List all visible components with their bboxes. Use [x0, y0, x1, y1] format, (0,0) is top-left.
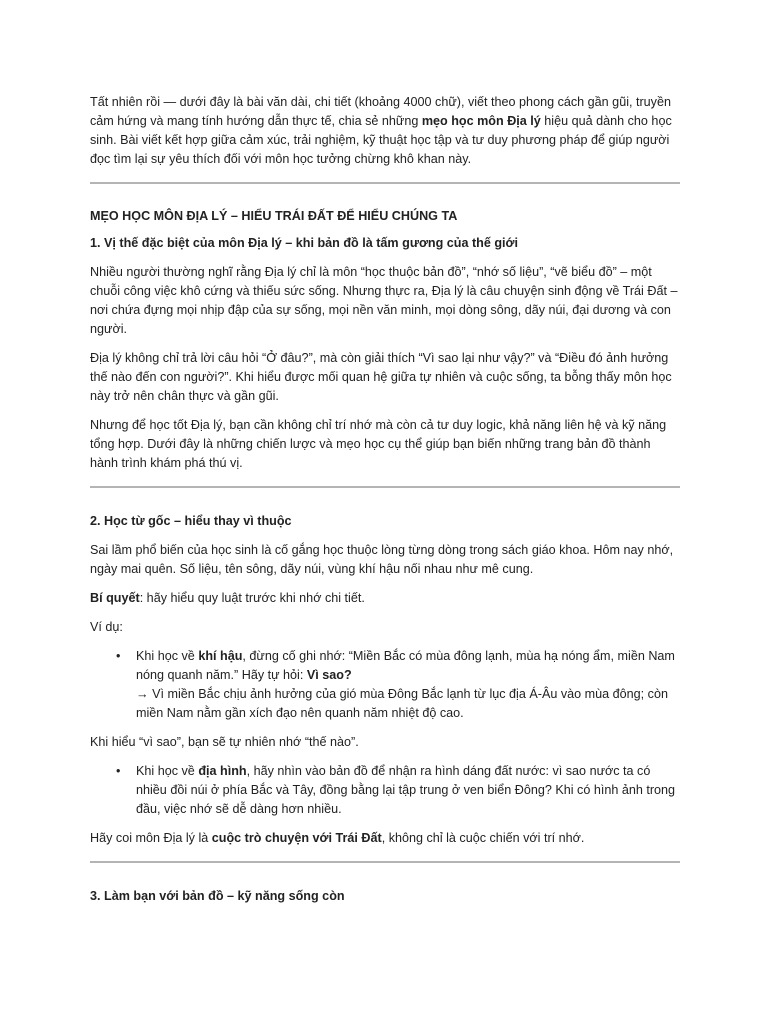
intro-bold: mẹo học môn Địa lý: [421, 114, 541, 128]
item-answer: → Vì miền Bắc chịu ảnh hưởng của gió mùa Đông Bắc lạnh từ lục địa Á-Âu vào mùa đông; còn miền Nam nằm gần xích đạo nên quanh năm nhiệt độ cao.: [136, 687, 668, 720]
section-2-tip: [90, 589, 680, 608]
list-item: • Khi học về địa hình, hãy nhìn vào bản đồ để nhận ra hình dáng đất nước: vì sao nước ta có nhiều đồi núi ở phía Bắc và Tây, đồng bằng lại tập trung ở ven biển Đông? Khi có hình ảnh trong đầu, việc nhớ sẽ dễ dàng hơn nhiều.: [116, 764, 676, 816]
example-list-1: [90, 647, 680, 723]
section-2-paragraph-1: Sai lầm phổ biến của học sinh là cố gắng học thuộc lòng từng dòng trong sách giáo khoa. Hôm nay nhớ, ngày mai quên. Số liệu, tên sông, dãy núi, vùng khí hậu nối nhau như mê cung.: [90, 543, 674, 576]
document-title: MẸO HỌC MÔN ĐỊA LÝ – HIỂU TRÁI ĐẤT ĐỂ HIỂU CHÚNG TA: [90, 209, 458, 223]
list-item: • Khi học về khí hậu, đừng cố ghi nhớ: “Miền Bắc có mùa đông lạnh, mùa hạ nóng ẩm, miền Nam nóng quanh năm.” Hãy tự hỏi: Vì sao? → Vì miền Bắc chịu ảnh hưởng của gió mùa Đông Bắc lạnh từ lục địa Á-Âu vào mùa đông; còn miền Nam nằm gần xích đạo nên quanh năm nhiệt độ cao.: [116, 649, 675, 720]
after-example-paragraph: Khi hiểu “vì sao”, bạn sẽ tự nhiên nhớ “thế nào”.: [90, 735, 359, 749]
section-1-paragraph-1: Nhiều người thường nghĩ rằng Địa lý chỉ là môn “học thuộc bản đồ”, “nhớ số liệu”, “vẽ biểu đồ” – một chuỗi công việc khô cứng và thiếu sức sống. Nhưng thực ra, Địa lý là câu chuyện sinh động về Trái Đất – nơi chứa đựng mọi nhịp đập của sự sống, mọi nền văn minh, mọi dòng sông, dãy núi, đại dương và con người.: [90, 265, 678, 336]
section-2-heading: 2. Học từ gốc – hiểu thay vì thuộc: [90, 514, 292, 528]
bullet-icon: •: [116, 764, 121, 778]
intro-text-1: Tất nhiên rồi — dưới đây là bài văn dài, chi tiết (khoảng 4000 chữ), viết theo phong cách gần gũi, truyền cảm hứng và mang tính hướng dẫn thực tế, chia sẻ những: [90, 95, 671, 128]
divider: [90, 182, 680, 184]
bullet-icon: •: [116, 649, 121, 663]
tip-label: Bí quyết: [90, 591, 140, 605]
tip-text: : hãy hiểu quy luật trước khi nhớ chi tiết.: [139, 591, 365, 605]
divider: [90, 861, 680, 863]
example-label: Ví dụ:: [90, 620, 123, 634]
section-1-heading: 1. Vị thế đặc biệt của môn Địa lý – khi bản đồ là tấm gương của thế giới: [90, 236, 519, 250]
intro-paragraph: [90, 93, 680, 169]
section-1-paragraph-2: Địa lý không chỉ trả lời câu hỏi “Ở đâu?”, mà còn giải thích “Vì sao lại như vậy?” và “Điều đó ảnh hưởng thế nào đến con người?”. Khi hiểu được mối quan hệ giữa tự nhiên và cuộc sống, ta bỗng thấy môn học này trở nên chân thực và gần gũi.: [90, 351, 672, 403]
section-3-heading: 3. Làm bạn với bản đồ – kỹ năng sống còn: [90, 889, 345, 903]
section-1-paragraph-3: Nhưng để học tốt Địa lý, bạn cần không chỉ trí nhớ mà còn cả tư duy logic, khả năng liên hệ và kỹ năng tổng hợp. Dưới đây là những chiến lược và mẹo học cụ thể giúp bạn biến những trang bản đồ thành hành trình khám phá thú vị.: [90, 418, 667, 470]
divider: [90, 486, 680, 488]
document-page: [90, 86, 680, 906]
section-2-closing: Hãy coi môn Địa lý là cuộc trò chuyện với Trái Đất, không chỉ là cuộc chiến với trí nhớ.: [90, 831, 585, 845]
intro-text-2: hiệu quả dành cho học sinh. Bài viết kết hợp giữa cảm xúc, trải nghiệm, kỹ thuật học tập và tư duy phương pháp để giúp người đọc tìm lại sự yêu thích đối với môn học tưởng chừng khô khan này.: [90, 114, 672, 166]
example-list-2: [90, 762, 680, 819]
